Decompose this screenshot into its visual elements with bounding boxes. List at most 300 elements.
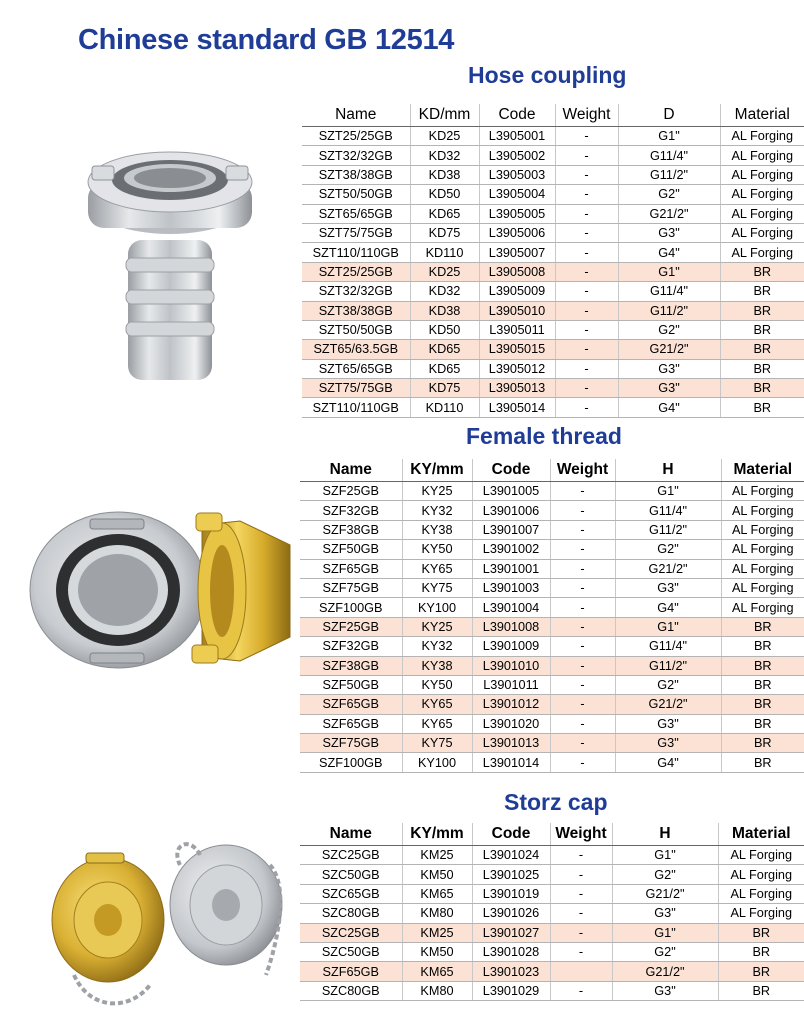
table-cell: L3905008	[479, 262, 555, 281]
table-cell: G1"	[615, 482, 721, 501]
table-cell: KM80	[402, 904, 472, 923]
table-cell: -	[550, 578, 615, 597]
table-cell: G21/2"	[618, 340, 720, 359]
header-material: Material	[718, 823, 804, 846]
table-cell: BR	[718, 962, 804, 981]
table-cell: AL Forging	[718, 884, 804, 903]
table-cell: SZF38GB	[300, 656, 402, 675]
table-cell: SZF50GB	[300, 675, 402, 694]
table-cell: SZF25GB	[300, 482, 402, 501]
table-cell: -	[550, 501, 615, 520]
header-name: Name	[300, 459, 402, 482]
table-cell: -	[555, 301, 618, 320]
header-ky: KY/mm	[402, 459, 472, 482]
table-cell: L3905013	[479, 379, 555, 398]
table-cell: -	[550, 846, 612, 865]
table-cell: G4"	[618, 243, 720, 262]
table-cell: G3"	[618, 379, 720, 398]
table-cell: L3905005	[479, 204, 555, 223]
table-cell: BR	[720, 398, 804, 417]
table-row	[300, 981, 804, 1000]
table-row	[300, 637, 804, 656]
table-row	[300, 962, 804, 981]
table-cell: -	[555, 320, 618, 339]
table-cell	[550, 962, 612, 981]
table-row	[300, 578, 804, 597]
table-cell: L3901012	[472, 695, 550, 714]
table-cell: AL Forging	[720, 185, 804, 204]
table-cell: -	[550, 695, 615, 714]
table-cell: G2"	[615, 675, 721, 694]
table-row	[302, 127, 804, 146]
table-cell: G4"	[615, 753, 721, 772]
table-row	[302, 243, 804, 262]
female-thread-photo	[26, 505, 298, 675]
header-name: Name	[302, 104, 410, 127]
table-cell: -	[550, 884, 612, 903]
table-cell: G11/2"	[618, 301, 720, 320]
table-cell: L3905002	[479, 146, 555, 165]
table-cell: BR	[720, 340, 804, 359]
table-cell: L3905009	[479, 282, 555, 301]
table-cell: SZT25/25GB	[302, 127, 410, 146]
table-row	[300, 734, 804, 753]
table-cell: KD65	[410, 340, 479, 359]
table-cell: G2"	[615, 540, 721, 559]
table-cell: -	[550, 714, 615, 733]
table-row	[300, 923, 804, 942]
table-cell: L3905011	[479, 320, 555, 339]
storz-cap-photo	[40, 825, 302, 1017]
table-cell: SZC25GB	[300, 846, 402, 865]
table-cell: -	[550, 675, 615, 694]
page-title: Chinese standard GB 12514	[78, 24, 455, 56]
table-cell: L3901001	[472, 559, 550, 578]
table-cell: G21/2"	[612, 962, 718, 981]
table-cell: -	[555, 185, 618, 204]
table-row	[302, 379, 804, 398]
table-cell: SZT65/65GB	[302, 359, 410, 378]
table-row	[302, 223, 804, 242]
table-cell: AL Forging	[720, 165, 804, 184]
table-cell: AL Forging	[718, 904, 804, 923]
table-cell: KM25	[402, 846, 472, 865]
table-cell: -	[550, 656, 615, 675]
table-cell: AL Forging	[720, 243, 804, 262]
table-cell: L3901023	[472, 962, 550, 981]
header-material: Material	[721, 459, 804, 482]
table-cell: -	[550, 559, 615, 578]
table-cell: -	[550, 734, 615, 753]
table-cell: BR	[721, 617, 804, 636]
table-row	[302, 398, 804, 417]
table-cell: -	[550, 981, 612, 1000]
table-cell: -	[550, 520, 615, 539]
table-cell: SZF32GB	[300, 637, 402, 656]
table-row	[300, 942, 804, 961]
table-header-row	[300, 823, 804, 846]
hose-coupling-photo	[80, 140, 260, 385]
table-cell: G1"	[612, 923, 718, 942]
table-cell: SZF32GB	[300, 501, 402, 520]
table-cell: SZF65GB	[300, 559, 402, 578]
table-cell: KD32	[410, 282, 479, 301]
table-cell: L3901028	[472, 942, 550, 961]
table-cell: -	[550, 617, 615, 636]
table-cell: -	[550, 753, 615, 772]
table-cell: G11/2"	[615, 520, 721, 539]
table-cell: SZT110/110GB	[302, 243, 410, 262]
table-cell: -	[555, 398, 618, 417]
table-cell: L3901019	[472, 884, 550, 903]
table-cell: L3905001	[479, 127, 555, 146]
table-cell: SZT25/25GB	[302, 262, 410, 281]
table-cell: SZC80GB	[300, 904, 402, 923]
table-cell: KY38	[402, 520, 472, 539]
table-cell: -	[550, 865, 612, 884]
table-cell: L3905015	[479, 340, 555, 359]
table-cell: L3901024	[472, 846, 550, 865]
table-cell: L3901029	[472, 981, 550, 1000]
table-cell: AL Forging	[721, 578, 804, 597]
storz-cap-table	[300, 823, 804, 1001]
table-cell: AL Forging	[720, 223, 804, 242]
table-cell: SZT32/32GB	[302, 282, 410, 301]
table-cell: G11/2"	[615, 656, 721, 675]
table-row	[300, 482, 804, 501]
table-cell: -	[555, 165, 618, 184]
table-cell: L3901026	[472, 904, 550, 923]
table-cell: KY65	[402, 559, 472, 578]
header-d: D	[618, 104, 720, 127]
header-weight: Weight	[550, 459, 615, 482]
table-cell: L3905012	[479, 359, 555, 378]
table-body	[300, 482, 804, 773]
table-cell: KD65	[410, 204, 479, 223]
table-cell: AL Forging	[721, 482, 804, 501]
table-cell: G2"	[612, 942, 718, 961]
table-cell: AL Forging	[721, 598, 804, 617]
table-cell: AL Forging	[721, 540, 804, 559]
table-cell: KM80	[402, 981, 472, 1000]
table-row	[302, 282, 804, 301]
table-cell: SZT75/75GB	[302, 223, 410, 242]
table-cell: -	[550, 637, 615, 656]
table-cell: KM50	[402, 865, 472, 884]
table-cell: L3901009	[472, 637, 550, 656]
table-row	[302, 262, 804, 281]
table-cell: -	[555, 379, 618, 398]
table-cell: SZF100GB	[300, 753, 402, 772]
table-row	[300, 714, 804, 733]
table-cell: KD32	[410, 146, 479, 165]
table-cell: L3901002	[472, 540, 550, 559]
table-cell: G11/4"	[618, 146, 720, 165]
table-cell: G21/2"	[615, 695, 721, 714]
table-cell: KM65	[402, 884, 472, 903]
table-cell: KY100	[402, 598, 472, 617]
table-cell: BR	[721, 695, 804, 714]
table-cell: -	[555, 146, 618, 165]
table-cell: BR	[720, 282, 804, 301]
table-cell: SZT50/50GB	[302, 320, 410, 339]
table-cell: KD75	[410, 379, 479, 398]
header-material: Material	[720, 104, 804, 127]
table-cell: L3901006	[472, 501, 550, 520]
table-cell: -	[555, 223, 618, 242]
table-body	[300, 846, 804, 1001]
table-cell: -	[555, 359, 618, 378]
table-cell: BR	[720, 301, 804, 320]
table-cell: SZF50GB	[300, 540, 402, 559]
table-row	[300, 559, 804, 578]
table-cell: KD75	[410, 223, 479, 242]
table-cell: G21/2"	[618, 204, 720, 223]
section-title-female-thread: Female thread	[466, 423, 622, 449]
table-row	[302, 146, 804, 165]
table-cell: SZT32/32GB	[302, 146, 410, 165]
table-cell: L3901027	[472, 923, 550, 942]
table-cell: KY75	[402, 578, 472, 597]
header-h: H	[615, 459, 721, 482]
table-cell: SZF75GB	[300, 578, 402, 597]
table-row	[302, 204, 804, 223]
table-cell: KY65	[402, 695, 472, 714]
table-cell: SZT50/50GB	[302, 185, 410, 204]
table-row	[300, 520, 804, 539]
table-cell: L3901010	[472, 656, 550, 675]
section-title-storz-cap: Storz cap	[504, 789, 608, 815]
table-cell: -	[555, 243, 618, 262]
table-cell: L3901014	[472, 753, 550, 772]
table-cell: AL Forging	[721, 501, 804, 520]
female-thread-table	[300, 459, 804, 773]
table-cell: L3905003	[479, 165, 555, 184]
table-cell: KD38	[410, 301, 479, 320]
table-cell: SZF65GB	[300, 714, 402, 733]
table-cell: KY25	[402, 482, 472, 501]
table-cell: KM25	[402, 923, 472, 942]
table-cell: G4"	[618, 398, 720, 417]
table-cell: SZF65GB	[300, 962, 402, 981]
table-cell: KY65	[402, 714, 472, 733]
table-cell: BR	[720, 379, 804, 398]
table-cell: G2"	[618, 320, 720, 339]
table-cell: L3905004	[479, 185, 555, 204]
table-row	[302, 359, 804, 378]
table-row	[300, 598, 804, 617]
table-row	[300, 656, 804, 675]
table-cell: SZT110/110GB	[302, 398, 410, 417]
table-cell: KY32	[402, 637, 472, 656]
table-cell: KD50	[410, 320, 479, 339]
table-cell: AL Forging	[721, 559, 804, 578]
table-cell: L3905010	[479, 301, 555, 320]
table-cell: L3901007	[472, 520, 550, 539]
table-cell: KD25	[410, 127, 479, 146]
table-cell: G3"	[612, 904, 718, 923]
table-cell: L3901011	[472, 675, 550, 694]
table-cell: BR	[721, 734, 804, 753]
table-cell: -	[550, 598, 615, 617]
table-cell: -	[550, 942, 612, 961]
hose-coupling-table	[302, 104, 804, 418]
table-cell: -	[555, 282, 618, 301]
table-row	[302, 320, 804, 339]
table-header-row	[302, 104, 804, 127]
table-cell: SZC50GB	[300, 865, 402, 884]
table-cell: AL Forging	[721, 520, 804, 539]
table-cell: L3905007	[479, 243, 555, 262]
header-weight: Weight	[555, 104, 618, 127]
table-cell: G3"	[615, 578, 721, 597]
header-name: Name	[300, 823, 402, 846]
table-cell: -	[550, 540, 615, 559]
table-cell: G3"	[618, 359, 720, 378]
header-kd: KD/mm	[410, 104, 479, 127]
table-cell: G11/2"	[618, 165, 720, 184]
table-cell: KY50	[402, 675, 472, 694]
table-cell: KY75	[402, 734, 472, 753]
table-cell: G3"	[612, 981, 718, 1000]
table-row	[302, 340, 804, 359]
table-cell: G1"	[612, 846, 718, 865]
table-cell: BR	[720, 320, 804, 339]
table-cell: G1"	[618, 127, 720, 146]
table-cell: BR	[721, 675, 804, 694]
table-cell: G2"	[618, 185, 720, 204]
table-cell: -	[555, 127, 618, 146]
table-row	[300, 617, 804, 636]
table-cell: BR	[721, 714, 804, 733]
header-h: H	[612, 823, 718, 846]
table-cell: BR	[721, 637, 804, 656]
table-cell: SZC65GB	[300, 884, 402, 903]
table-cell: -	[555, 262, 618, 281]
table-cell: G11/4"	[618, 282, 720, 301]
table-cell: G3"	[618, 223, 720, 242]
table-row	[300, 865, 804, 884]
table-cell: BR	[718, 923, 804, 942]
table-row	[300, 501, 804, 520]
table-cell: SZC80GB	[300, 981, 402, 1000]
table-cell: L3901020	[472, 714, 550, 733]
table-cell: L3901008	[472, 617, 550, 636]
header-weight: Weight	[550, 823, 612, 846]
table-cell: KY50	[402, 540, 472, 559]
table-cell: AL Forging	[720, 127, 804, 146]
table-cell: KD65	[410, 359, 479, 378]
table-cell: G11/4"	[615, 637, 721, 656]
table-cell: KY25	[402, 617, 472, 636]
header-code: Code	[472, 459, 550, 482]
table-cell: KD110	[410, 398, 479, 417]
table-cell: SZT65/63.5GB	[302, 340, 410, 359]
table-row	[300, 675, 804, 694]
table-row	[302, 165, 804, 184]
table-cell: KD38	[410, 165, 479, 184]
table-cell: KD110	[410, 243, 479, 262]
table-cell: SZT38/38GB	[302, 165, 410, 184]
table-cell: SZF25GB	[300, 617, 402, 636]
table-row	[300, 846, 804, 865]
section-title-hose-coupling: Hose coupling	[468, 62, 627, 88]
table-cell: SZF100GB	[300, 598, 402, 617]
table-cell: SZF75GB	[300, 734, 402, 753]
table-body	[302, 127, 804, 418]
table-cell: AL Forging	[720, 146, 804, 165]
table-cell: BR	[720, 359, 804, 378]
table-cell: SZT38/38GB	[302, 301, 410, 320]
table-cell: KM50	[402, 942, 472, 961]
table-cell: KY38	[402, 656, 472, 675]
table-cell: KM65	[402, 962, 472, 981]
table-header-row	[300, 459, 804, 482]
table-cell: -	[550, 923, 612, 942]
table-row	[300, 540, 804, 559]
table-cell: BR	[720, 262, 804, 281]
table-cell: BR	[718, 981, 804, 1000]
table-cell: SZT65/65GB	[302, 204, 410, 223]
table-cell: KY100	[402, 753, 472, 772]
table-cell: G2"	[612, 865, 718, 884]
table-cell: L3901003	[472, 578, 550, 597]
table-cell: SZF65GB	[300, 695, 402, 714]
table-cell: -	[555, 340, 618, 359]
table-cell: G3"	[615, 714, 721, 733]
table-cell: -	[555, 204, 618, 223]
table-cell: SZF38GB	[300, 520, 402, 539]
table-cell: L3901005	[472, 482, 550, 501]
table-cell: KD25	[410, 262, 479, 281]
table-cell: G1"	[618, 262, 720, 281]
table-cell: G1"	[615, 617, 721, 636]
table-cell: -	[550, 482, 615, 501]
table-cell: L3901013	[472, 734, 550, 753]
table-cell: BR	[721, 753, 804, 772]
table-cell: L3901004	[472, 598, 550, 617]
table-cell: KY32	[402, 501, 472, 520]
table-cell: AL Forging	[720, 204, 804, 223]
table-cell: L3905006	[479, 223, 555, 242]
table-row	[300, 884, 804, 903]
table-cell: AL Forging	[718, 846, 804, 865]
table-cell: G21/2"	[612, 884, 718, 903]
header-ky: KY/mm	[402, 823, 472, 846]
table-cell: G4"	[615, 598, 721, 617]
table-row	[300, 904, 804, 923]
table-cell: SZC25GB	[300, 923, 402, 942]
table-row	[300, 695, 804, 714]
table-row	[300, 753, 804, 772]
table-cell: G21/2"	[615, 559, 721, 578]
table-cell: SZT75/75GB	[302, 379, 410, 398]
table-cell: BR	[718, 942, 804, 961]
table-cell: G3"	[615, 734, 721, 753]
header-code: Code	[479, 104, 555, 127]
table-cell: BR	[721, 656, 804, 675]
table-cell: AL Forging	[718, 865, 804, 884]
table-cell: -	[550, 904, 612, 923]
header-code: Code	[472, 823, 550, 846]
table-cell: KD50	[410, 185, 479, 204]
table-row	[302, 185, 804, 204]
table-cell: G11/4"	[615, 501, 721, 520]
table-cell: L3905014	[479, 398, 555, 417]
table-cell: L3901025	[472, 865, 550, 884]
table-row	[302, 301, 804, 320]
table-cell: SZC50GB	[300, 942, 402, 961]
